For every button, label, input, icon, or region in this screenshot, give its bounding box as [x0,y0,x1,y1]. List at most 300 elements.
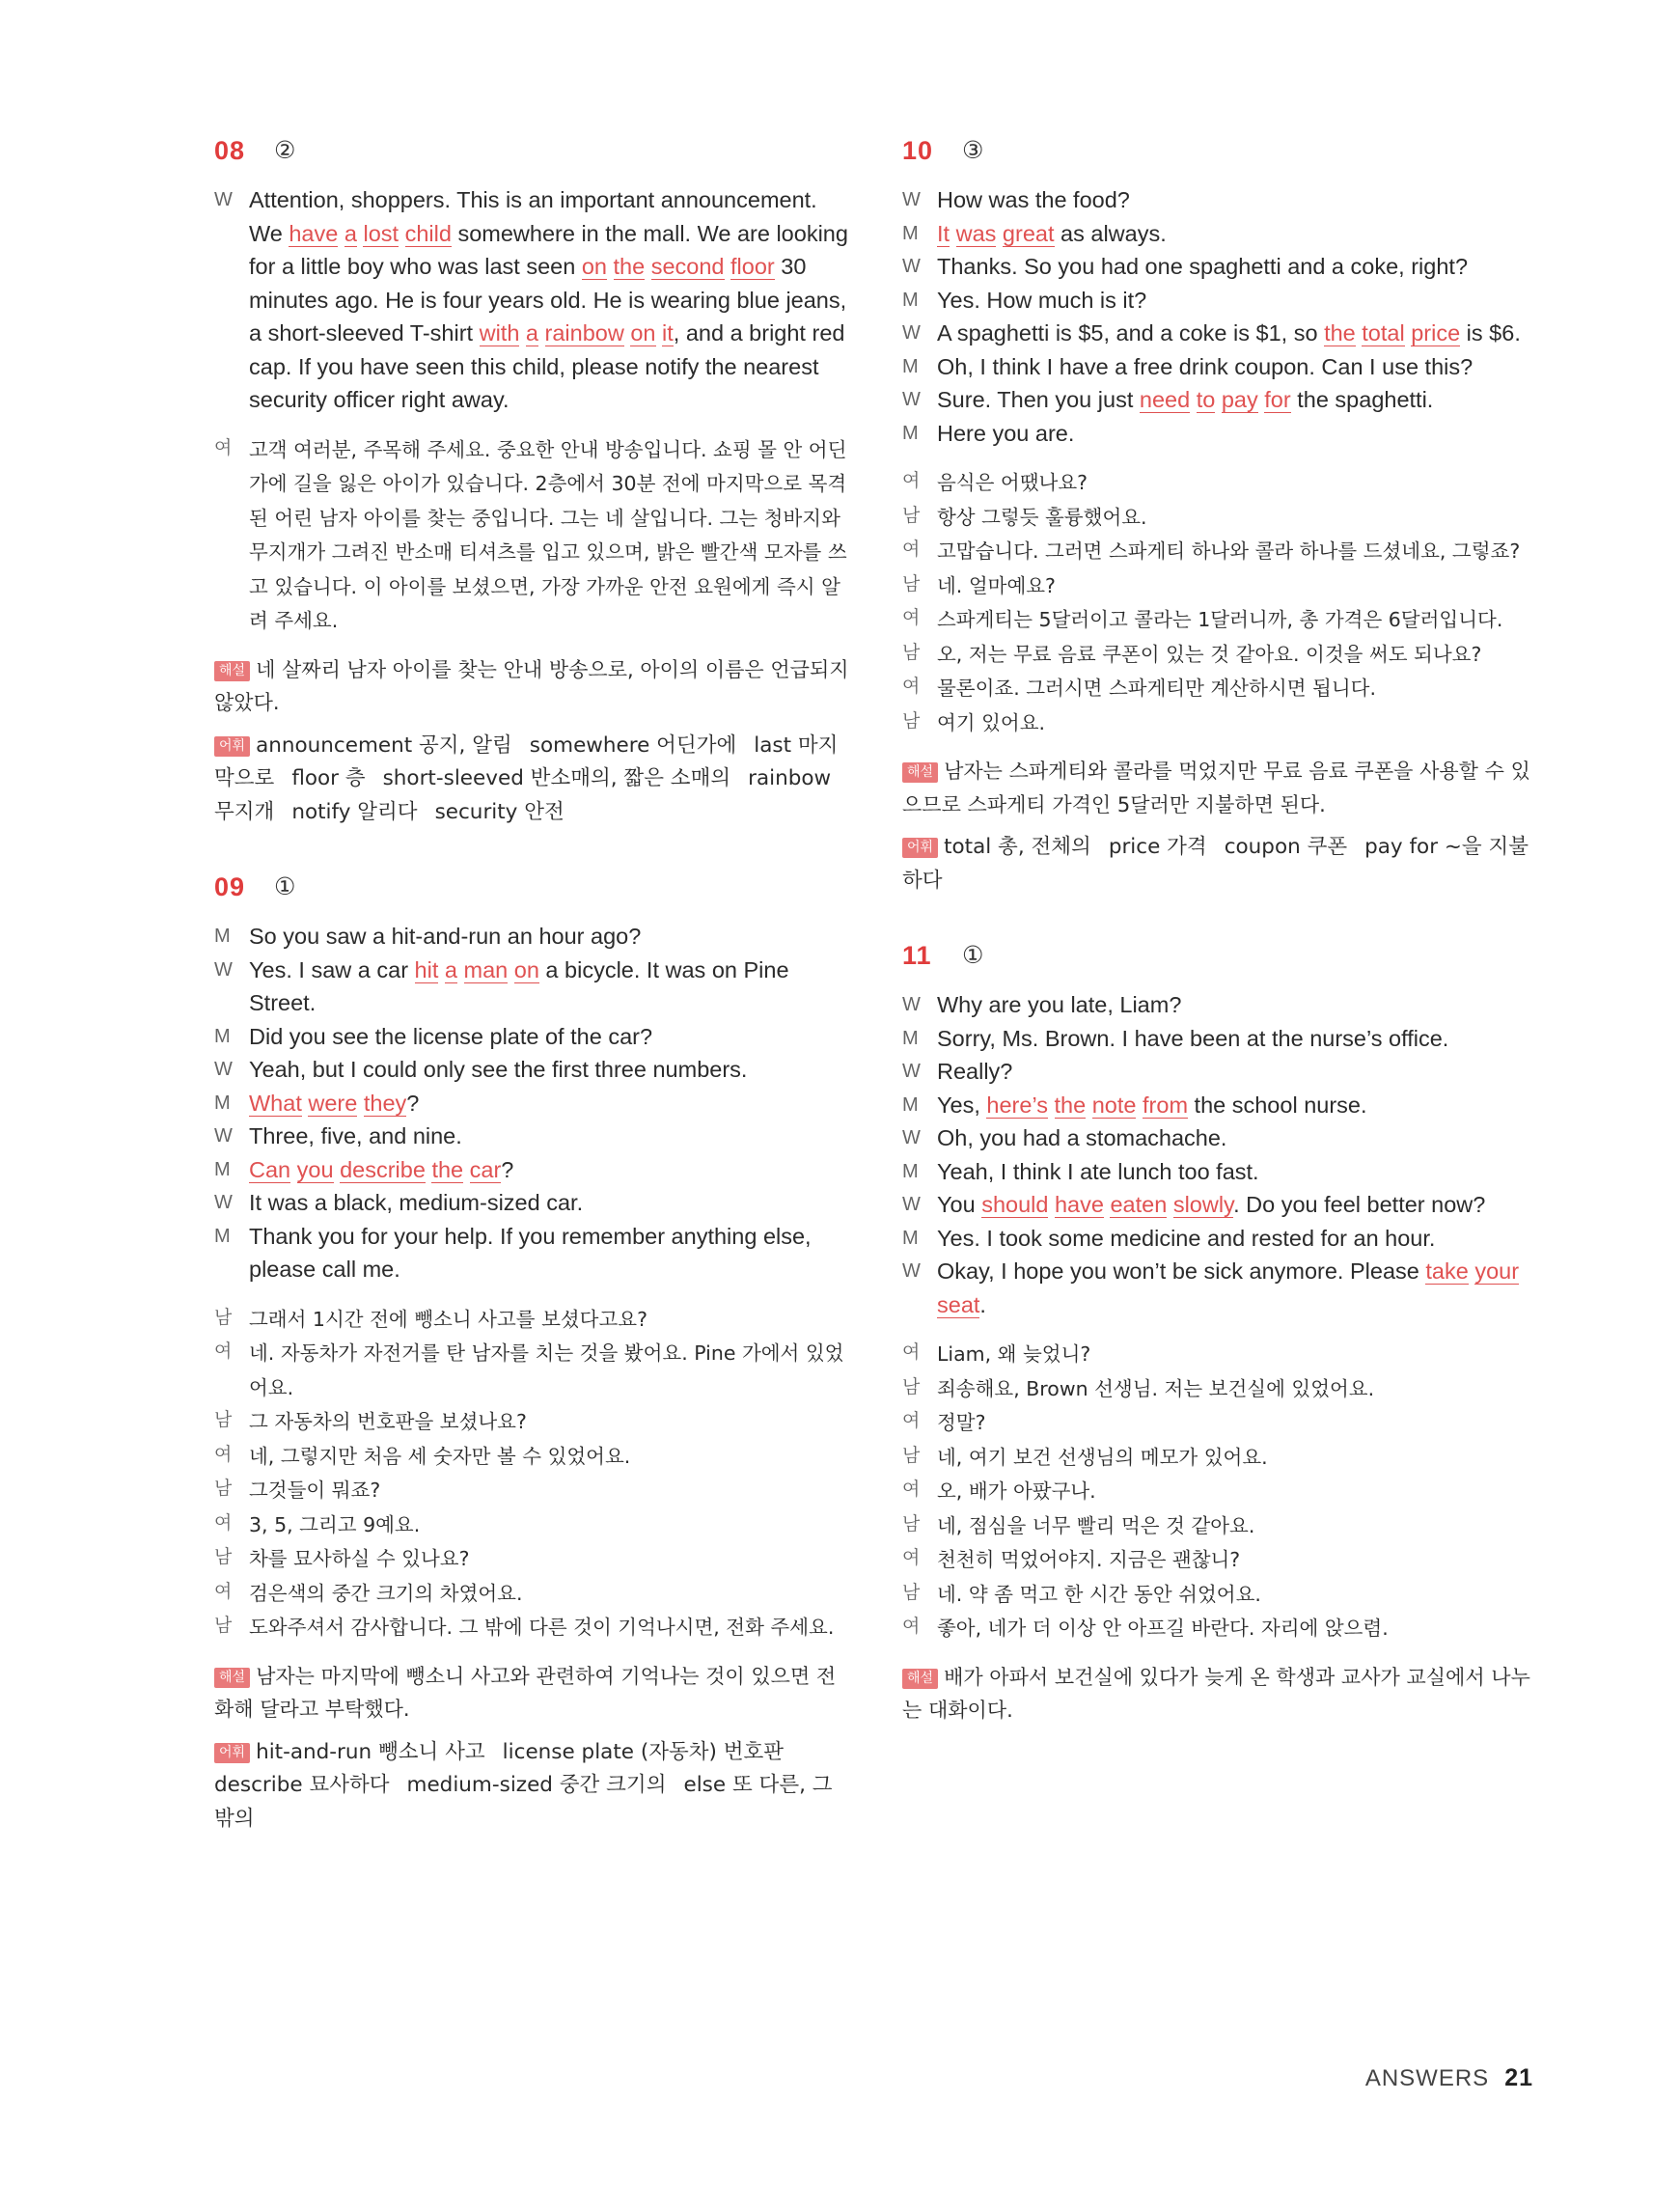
text-segment [1086,1092,1092,1118]
fill-in-answer: for [1264,387,1291,412]
translation-text: 물론이죠. 그러시면 스파게티만 계산하시면 됩니다. [937,677,1376,700]
text-segment: . Do you feel better now? [1233,1192,1486,1217]
question-08 [214,131,851,829]
text-segment: Yes. I saw a car [249,956,415,982]
vocabulary-item: pay for ~을 지불하다 [902,835,1529,893]
speaker-label: W [214,1192,233,1213]
translation-text: 오, 저는 무료 음료 쿠폰이 있는 것 같아요. 이것을 써도 되나요? [937,642,1482,666]
translation-line [214,1439,851,1474]
text-segment: Oh, you had a stomachache. [937,1125,1227,1150]
fill-in-answer: the [1054,1092,1087,1118]
translation [902,465,1539,739]
page-footer [1365,2064,1533,2092]
vocabulary-item: notify 알리다 [291,799,418,824]
dialogue-text [937,254,1468,279]
translation-text: 음식은 어땠나요? [937,471,1088,494]
dialogue-line [902,250,1539,284]
fill-in-answer: have [1054,1192,1104,1217]
dialogue-line [902,1089,1539,1122]
speaker-label: M [902,222,919,244]
speaker-label: W [902,1260,921,1282]
fill-in-answer: to [1196,387,1216,412]
speaker-label-korean: 남 [902,1445,921,1466]
speaker-label-korean: 여 [902,608,921,628]
translation-text: 고객 여러분, 주목해 주세요. 중요한 안내 방송입니다. 쇼핑 몰 안 어딘가에 길을 잃은 아이가 있습니다. 2층에서 30분 전에 마지막으로 목격된 어린 남자 아이를 찾는 중입니다. 그는 네 살입니다. 그는 청바지와 무지개가 그려진 반소매 티셔츠를 입고 있으며, 밝은 빨간색 모자를 쓰고 있습니다. 이 아이를 보셨으면, 가장 가까운 안전 요원에게 즉시 알려 주세요. [249,437,847,632]
text-segment: a bicycle. It was on Pine Street. [249,956,789,1015]
dialogue-text [249,957,789,1016]
dialogue-line [902,1055,1539,1089]
fill-in-answer: on [581,254,607,279]
text-segment: Thank you for your help. If you remember anything else, please call me. [249,1223,812,1282]
speaker-label-korean: 여 [902,471,921,491]
explanation-tag: 해설 [902,1669,938,1689]
speaker-label: M [902,1227,919,1249]
text-segment [1215,387,1222,412]
dialogue-line [902,417,1539,451]
speaker-label-korean: 남 [214,1479,233,1499]
translation-line [902,637,1539,672]
translation-text: 네, 여기 보건 선생님의 메모가 있어요. [937,1445,1268,1469]
speaker-label: W [902,1061,921,1082]
translation-text: 스파게티는 5달러이고 콜라는 1달러니까, 총 가격은 6달러입니다. [937,608,1503,631]
dialogue-text [937,1258,1519,1318]
text-segment: Three, five, and nine. [249,1123,462,1148]
text-segment [1048,1192,1055,1217]
explanation-text: 남자는 마지막에 뺑소니 사고와 관련하여 기억나는 것이 있으면 전화해 달라고 부탁했다. [214,1664,837,1721]
translation-text: 죄송해요, Brown 선생님. 저는 보건실에 있었어요. [937,1376,1375,1400]
fill-in-answer: the [431,1156,464,1182]
vocabulary-item: medium-sized 중간 크기의 [406,1773,667,1797]
dialogue-text [937,354,1473,379]
question-header [214,868,851,906]
fill-in-answer: second [650,254,725,279]
question-number: 09 [214,871,246,901]
dialogue-line [902,1022,1539,1056]
fill-in-answer: eaten [1110,1192,1168,1217]
vocabulary-item: announcement 공지, 알림 [256,733,512,758]
dialogue-text [249,1024,652,1049]
translation-line [902,705,1539,740]
speaker-label: M [902,355,919,377]
translation-line [214,1507,851,1542]
translation-text: 여기 있어요. [937,710,1046,734]
explanation-text: 배가 아파서 보건실에 있다가 늦게 온 학생과 교사가 교실에서 나누는 대화이다. [902,1665,1530,1722]
text-segment: It was a black, medium-sized car. [249,1190,584,1215]
text-segment [1190,387,1197,412]
fill-in-answer: with [479,320,520,346]
text-segment [463,1157,470,1182]
translation-text: 차를 묘사하실 수 있나요? [249,1547,470,1570]
fill-in-answer: from [1143,1092,1189,1118]
speaker-label-korean: 남 [214,1307,233,1328]
translation-line [214,1404,851,1439]
text-segment: as always. [1054,220,1167,246]
speaker-label: M [214,1158,231,1180]
dialogue [902,988,1539,1321]
question-number: 10 [902,135,934,165]
text-segment: Yes. I took some medicine and rested for an hour. [937,1225,1436,1251]
dialogue-line [902,183,1539,217]
fill-in-answer: great [1002,220,1055,246]
speaker-label-korean: 남 [902,642,921,663]
fill-in-answer: child [404,220,452,246]
translation-line [214,1302,851,1337]
speaker-label: W [902,322,921,344]
dialogue-text [937,320,1521,346]
text-segment [607,254,614,279]
text-segment: Okay, I hope you won’t be sick anymore. Please [937,1258,1426,1284]
dialogue-line [902,988,1539,1022]
speaker-label: W [902,256,921,277]
dialogue-text [937,221,1167,247]
dialogue-text [937,992,1181,1017]
text-segment: somewhere in the mall. We are looking for a little boy who was last seen [249,220,848,279]
text-segment: Yeah, I think I ate lunch too fast. [937,1158,1259,1184]
explanation-tag: 해설 [214,1668,250,1688]
text-segment [457,957,464,982]
dialogue-text [249,1091,419,1117]
text-segment [645,254,651,279]
translation-text: 검은색의 중간 크기의 차였어요. [249,1581,523,1605]
speaker-label: M [902,1093,919,1116]
fill-in-answer: describe [340,1156,426,1182]
vocabulary-item: else 또 다른, 그 밖의 [214,1773,833,1831]
speaker-label-korean: 여 [902,1342,921,1363]
translation-line [214,1336,851,1404]
translation-line [902,1474,1539,1508]
dialogue-line [214,954,851,1020]
dialogue-text [249,1057,747,1082]
speaker-label: W [902,994,921,1015]
text-segment: Yes. How much is it? [937,287,1147,313]
text-segment: Here you are. [937,420,1075,446]
fill-in-answer: have [289,220,339,246]
vocabulary-tag: 어휘 [214,736,250,757]
vocabulary-item: floor 층 [291,766,366,790]
text-segment [290,1157,297,1182]
fill-in-answer: rainbow [544,320,624,346]
answer-choice: ② [274,137,296,164]
translation-text: 오, 배가 아팠구나. [937,1479,1096,1503]
fill-in-answer: it [662,320,674,346]
dialogue-text [937,288,1146,313]
fill-in-answer: Can [249,1156,291,1182]
fill-in-answer: the [1324,320,1356,346]
translation-line [214,1473,851,1507]
vocabulary-item: hit-and-run 뺑소니 사고 [256,1739,485,1764]
text-segment [508,957,514,982]
speaker-label-korean: 남 [902,1376,921,1397]
translation-line [902,1440,1539,1475]
speaker-label: M [214,1225,231,1247]
footer-label: ANSWERS [1364,2065,1490,2091]
translation-text: 3, 5, 그리고 9예요. [249,1512,421,1536]
fill-in-answer: pay [1221,387,1258,412]
translation-text: 정말? [937,1411,986,1434]
dialogue-line [902,383,1539,417]
translation-text: 그것들이 뭐죠? [249,1479,381,1502]
answer-choice: ① [962,942,984,969]
translation-line [902,1371,1539,1406]
dialogue-text [249,1190,583,1215]
fill-in-answer: should [981,1192,1049,1217]
fill-in-answer: take [1425,1258,1469,1284]
translation-line [214,1576,851,1611]
fill-in-answer: note [1091,1092,1137,1118]
question-header [902,936,1539,975]
vocabulary-item: describe 묘사하다 [214,1773,390,1797]
translation-text: 네, 그렇지만 처음 세 숫자만 볼 수 있었어요. [249,1444,631,1468]
page-number: 21 [1504,2064,1533,2091]
text-segment: Sorry, Ms. Brown. I have been at the nurse’s office. [937,1025,1449,1051]
translation-text: 그 자동차의 번호판을 보셨나요? [249,1410,527,1433]
speaker-label-korean: 남 [214,1547,233,1567]
dialogue-text [937,187,1130,212]
text-segment: Yes, [937,1092,987,1118]
dialogue-line [214,1020,851,1054]
fill-in-answer: a [344,220,357,246]
vocabulary-tag: 어휘 [214,1743,250,1763]
dialogue-line [214,1087,851,1120]
translation-text: 천천히 먹었어야지. 지금은 괜찮니? [937,1548,1241,1571]
translation-text: 항상 그렇듯 훌륭했어요. [937,505,1147,529]
text-segment [399,221,405,246]
dialogue-text [937,1125,1226,1150]
fill-in-answer: It [937,220,950,246]
fill-in-answer: they [363,1090,407,1116]
speaker-label: W [214,958,233,981]
fill-in-answer: floor [730,254,775,279]
fill-in-answer: on [630,320,656,346]
text-segment: A spaghetti is $5, and a coke is $1, so [937,320,1325,346]
fill-in-answer: your [1474,1258,1520,1284]
translation-line [902,465,1539,500]
text-segment: Attention, shoppers. This is an important announcement. We [249,187,817,246]
dialogue-text [249,1157,513,1183]
dialogue-line [902,1155,1539,1189]
vocabulary-item: total 총, 전체의 [944,835,1091,859]
translation-line [902,1577,1539,1612]
vocabulary [902,831,1539,898]
fill-in-answer: lost [363,220,399,246]
text-segment [1167,1192,1173,1217]
explanation [214,653,851,720]
question-09 [214,868,851,1836]
dialogue-text [937,1092,1367,1119]
fill-in-answer: was [955,220,997,246]
fill-in-answer: seat [937,1291,980,1317]
translation-line [902,1508,1539,1543]
fill-in-answer: total [1362,320,1405,346]
vocabulary-item: rainbow 무지개 [214,766,832,824]
dialogue [214,183,851,417]
fill-in-answer: you [296,1156,334,1182]
translation-text: 그래서 1시간 전에 뺑소니 사고를 보셨다고요? [249,1307,647,1331]
dialogue-text [937,421,1074,446]
speaker-label: M [214,1092,231,1114]
fill-in-answer: slowly [1172,1192,1234,1217]
speaker-label-korean: 남 [214,1410,233,1430]
translation-text: 네. 자동차가 자전거를 탄 남자를 치는 것을 봤어요. Pine 가에서 있었어요. [249,1341,844,1399]
vocabulary-item: short-sleeved 반소매의, 짧은 소매의 [382,766,731,790]
dialogue-text [937,1026,1448,1051]
text-segment: Did you see the license plate of the car? [249,1023,653,1049]
speaker-label-korean: 여 [902,1411,921,1431]
fill-in-answer: a [444,956,457,982]
dialogue-line [902,1222,1539,1256]
dialogue-line [214,1186,851,1220]
speaker-label: W [902,1127,921,1148]
translation-text: 네, 점심을 너무 빨리 먹은 것 같아요. [937,1513,1255,1537]
text-segment: You [937,1192,982,1217]
text-segment [1048,1092,1055,1118]
dialogue-text [249,924,641,949]
translation-line [902,671,1539,705]
dialogue-line [902,350,1539,384]
explanation-text: 네 살짜리 남자 아이를 찾는 안내 방송으로, 아이의 이름은 언급되지 않았다. [214,657,849,714]
question-number: 11 [902,940,932,970]
vocabulary-item: security 안전 [434,799,565,824]
speaker-label-korean: 여 [902,677,921,697]
vocabulary-item: license plate (자동차) 번호판 [502,1739,785,1764]
text-segment: ? [406,1090,420,1116]
speaker-label: M [902,1160,919,1182]
fill-in-answer: the [613,254,646,279]
explanation-tag: 해설 [214,661,250,681]
translation-line [902,602,1539,637]
translation-line [902,500,1539,535]
vocabulary-item: price 가격 [1108,835,1207,859]
explanation-text: 남자는 스파게티와 콜라를 먹었지만 무료 음료 쿠폰을 사용할 수 있으므로 스파게티 가격인 5달러만 지불하면 된다. [902,760,1530,816]
dialogue [902,183,1539,450]
translation-line [902,534,1539,568]
speaker-label-korean: 여 [902,1548,921,1568]
speaker-label-korean: 남 [902,505,921,526]
translation-line [902,1542,1539,1577]
question-header [902,131,1539,170]
translation-line [902,1405,1539,1440]
dialogue-text [937,387,1433,413]
speaker-label: M [902,289,919,311]
explanation [902,1661,1539,1728]
dialogue-text [937,1059,1012,1084]
text-segment [357,1091,364,1116]
explanation [902,755,1539,821]
dialogue [214,920,851,1286]
speaker-label-korean: 여 [214,437,233,458]
dialogue-line [902,284,1539,318]
dialogue-line [214,1220,851,1286]
fill-in-answer: were [308,1090,358,1116]
text-segment: Sure. Then you just [937,387,1140,412]
text-segment: Really? [937,1059,1013,1084]
vocabulary-item: somewhere 어딘가에 [529,733,737,758]
fill-in-answer: on [513,956,539,982]
answer-choice: ③ [962,137,984,164]
speaker-label: W [902,189,921,210]
dialogue-text [249,187,848,412]
dialogue-text [249,1224,812,1283]
translation-text: Liam, 왜 늦었니? [937,1342,1091,1366]
question-10 [902,131,1539,898]
translation-text: 네. 약 좀 먹고 한 시간 동안 쉬었어요. [937,1582,1261,1606]
text-segment: Why are you late, Liam? [937,992,1182,1017]
question-number: 08 [214,135,246,165]
dialogue-line [902,217,1539,251]
speaker-label-korean: 여 [902,1617,921,1637]
speaker-label: M [902,1027,919,1049]
speaker-label-korean: 여 [902,539,921,560]
answer-choice: ① [274,873,296,900]
fill-in-answer: here’s [986,1092,1048,1118]
explanation [214,1660,851,1727]
speaker-label-korean: 여 [214,1512,233,1534]
explanation-tag: 해설 [902,762,938,783]
text-segment: How was the food? [937,187,1130,212]
fill-in-answer: hit [414,956,439,982]
fill-in-answer: What [249,1090,302,1116]
speaker-label-korean: 남 [214,1616,233,1636]
dialogue-line [214,1120,851,1153]
speaker-label: W [902,389,921,410]
dialogue-line [902,1188,1539,1222]
dialogue-text [249,1123,462,1148]
vocabulary-item: last 마지막으로 [214,733,839,790]
translation-text: 네. 얼마예요? [937,573,1056,597]
speaker-label: W [214,1059,233,1080]
vocabulary-item: coupon 쿠폰 [1224,835,1348,859]
question-11 [902,936,1539,1728]
text-segment: is $6. [1460,320,1521,346]
text-segment [438,957,445,982]
translation [902,1337,1539,1645]
dialogue-text [937,1226,1435,1251]
text-segment: . [979,1291,986,1317]
left-column [214,131,851,1874]
translation-line [902,1337,1539,1371]
text-segment [996,221,1003,246]
translation [214,1302,851,1645]
text-segment: Oh, I think I have a free drink coupon. Can I use this? [937,353,1473,379]
translation-line [214,432,851,638]
vocabulary [214,730,851,830]
dialogue-line [214,1053,851,1087]
text-segment: , and a bright red cap. If you have seen this child, please notify the nearest security officer right away. [249,320,845,412]
speaker-label-korean: 남 [902,573,921,594]
text-segment: the spaghetti. [1290,387,1434,412]
fill-in-answer: a [525,320,538,346]
dialogue-text [937,1159,1259,1184]
vocabulary [214,1736,851,1837]
speaker-label-korean: 여 [214,1444,233,1465]
fill-in-answer: car [469,1156,502,1182]
dialogue-line [902,1255,1539,1321]
speaker-label: M [214,1025,231,1047]
speaker-label-korean: 남 [902,1513,921,1535]
translation [214,432,851,638]
text-segment: Thanks. So you had one spaghetti and a coke, right? [937,254,1469,279]
text-segment [538,320,545,346]
translation-line [902,568,1539,603]
speaker-label: W [902,1194,921,1215]
translation-text: 고맙습니다. 그러면 스파게티 하나와 콜라 하나를 드셨네요, 그렇죠? [937,539,1521,563]
vocabulary-tag: 어휘 [902,838,938,858]
dialogue-line [902,317,1539,350]
translation-text: 좋아, 네가 더 이상 안 아프길 바란다. 자리에 앉으렴. [937,1617,1389,1640]
fill-in-answer: need [1139,387,1191,412]
text-segment: 30 minutes ago. He is four years old. He is wearing blue jeans, a short-sleeved T-shirt [249,254,847,346]
speaker-label: M [902,422,919,444]
